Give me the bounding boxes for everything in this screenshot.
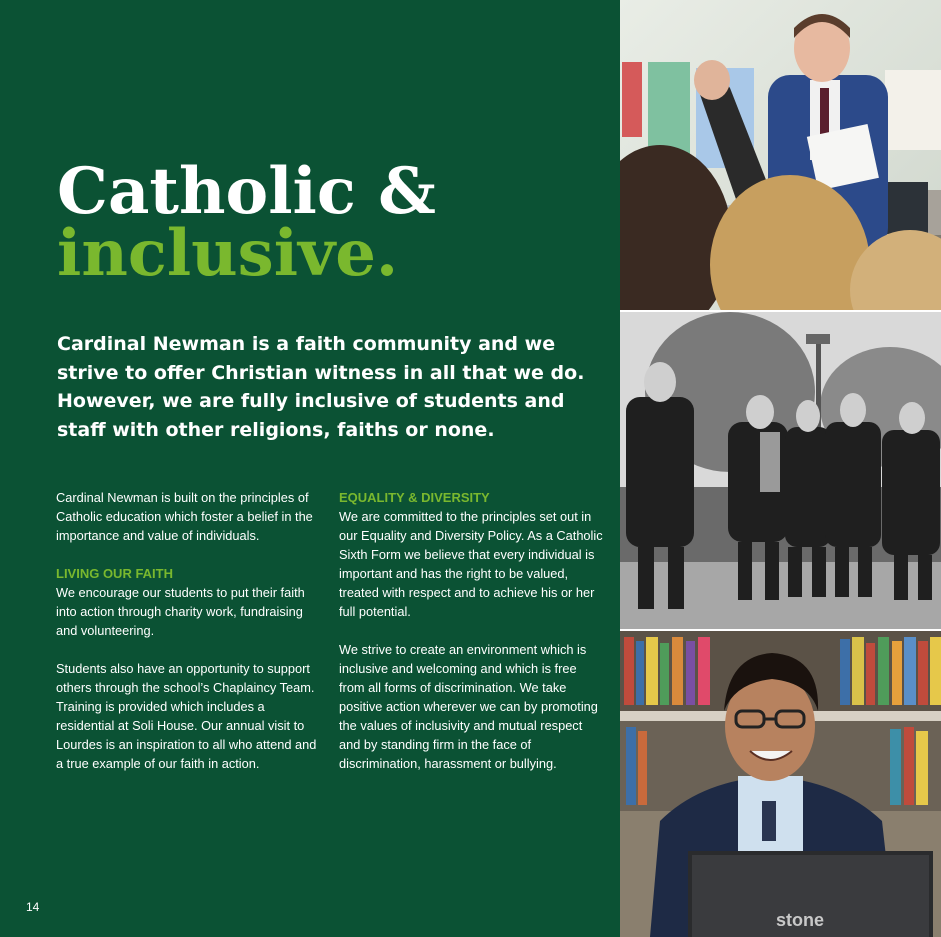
left-paragraph-1: Cardinal Newman is built on the principles of Catholic education which foster a belief in the importance and value of individuals. (56, 490, 313, 543)
left-paragraph-2: We encourage our students to put their faith into action through charity work, fundraising and volunteering. (56, 585, 305, 638)
page-title (57, 154, 436, 291)
title-line-2: inclusive. (57, 216, 399, 291)
laptop-brand-label: stone (775, 910, 825, 930)
students-walking-photo (620, 312, 941, 629)
left-paragraph-3: Students also have an opportunity to support others through the school’s Chaplaincy Team. Training is provided which includes a residential at Soli House. Our annual visit to Lourdes is an inspiration to all who attend and a true example of our faith in action. (56, 661, 317, 771)
intro-paragraph: Cardinal Newman is a faith community and we strive to offer Christian witness in all that we do. However, we are fully inclusive of students and staff with other religions, faiths or none. (57, 333, 585, 441)
equality-diversity-heading: EQUALITY & DIVERSITY (339, 490, 490, 505)
living-our-faith-heading: LIVING OUR FAITH (56, 566, 173, 581)
right-paragraph-1: We are committed to the principles set out in our Equality and Diversity Policy. As a Catholic Sixth Form we believe that every individual is important and has the right to be valued, treated with respect and to achieve his or her full potential. (339, 509, 603, 619)
title-line-1: Catholic & (57, 154, 436, 229)
left-text-column (56, 488, 321, 773)
right-text-column (339, 488, 604, 773)
classroom-teacher-photo (620, 0, 941, 310)
right-paragraph-2: We strive to create an environment which is inclusive and welcoming and which is free from all forms of discrimination. We take positive action wherever we can by promoting the values of inclusivity and mutual respect and by standing firm in the face of discrimination, harassment or bullying. (339, 642, 598, 771)
page-number: 14 (26, 900, 40, 914)
library-student-photo (620, 631, 941, 937)
